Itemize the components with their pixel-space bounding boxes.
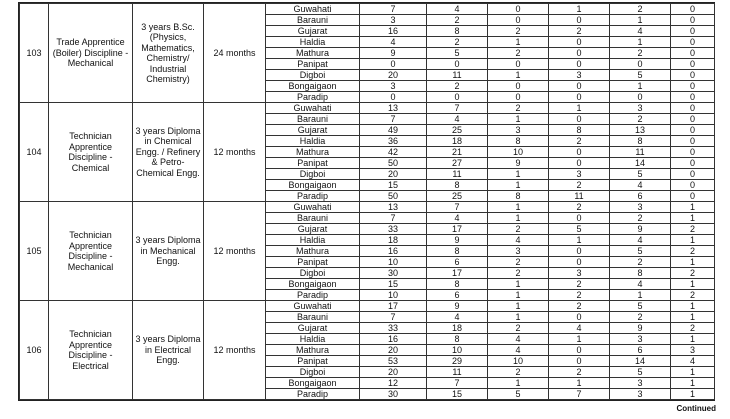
post-name-cell: Technician Apprentice Discipline - Electrical: [49, 301, 133, 400]
count-cell: 9: [360, 48, 427, 59]
duration-cell: 24 months: [204, 4, 266, 103]
count-cell: 1: [671, 235, 715, 246]
count-cell: 1: [549, 378, 610, 389]
count-cell: 9: [610, 323, 671, 334]
count-cell: 4: [427, 4, 488, 15]
count-cell: 0: [549, 37, 610, 48]
count-cell: 3: [671, 345, 715, 356]
count-cell: 2: [671, 224, 715, 235]
count-cell: 10: [488, 147, 549, 158]
count-cell: 50: [360, 158, 427, 169]
count-cell: 15: [360, 180, 427, 191]
count-cell: 5: [488, 389, 549, 400]
count-cell: 0: [549, 158, 610, 169]
count-cell: 5: [610, 367, 671, 378]
location-cell: Gujarat: [266, 323, 360, 334]
location-cell: Mathura: [266, 48, 360, 59]
count-cell: 2: [549, 367, 610, 378]
count-cell: 6: [610, 345, 671, 356]
count-cell: 4: [427, 114, 488, 125]
count-cell: 1: [549, 4, 610, 15]
count-cell: 49: [360, 125, 427, 136]
count-cell: 0: [427, 92, 488, 103]
count-cell: 9: [427, 235, 488, 246]
count-cell: 1: [610, 37, 671, 48]
count-cell: 1: [488, 312, 549, 323]
count-cell: 7: [549, 389, 610, 400]
count-cell: 0: [488, 59, 549, 70]
count-cell: 3: [610, 378, 671, 389]
location-cell: Digboi: [266, 70, 360, 81]
count-cell: 1: [488, 301, 549, 312]
count-cell: 2: [671, 246, 715, 257]
count-cell: 18: [427, 323, 488, 334]
count-cell: 4: [549, 323, 610, 334]
location-cell: Digboi: [266, 367, 360, 378]
count-cell: 36: [360, 136, 427, 147]
count-cell: 0: [671, 48, 715, 59]
count-cell: 11: [427, 169, 488, 180]
count-cell: 3: [488, 246, 549, 257]
count-cell: 18: [360, 235, 427, 246]
count-cell: 0: [488, 81, 549, 92]
count-cell: 16: [360, 26, 427, 37]
count-cell: 2: [610, 114, 671, 125]
count-cell: 2: [488, 224, 549, 235]
location-cell: Digboi: [266, 169, 360, 180]
post-name-cell: Technician Apprentice Discipline - Mechanical: [49, 202, 133, 301]
location-cell: Mathura: [266, 345, 360, 356]
count-cell: 16: [360, 246, 427, 257]
count-cell: 10: [427, 345, 488, 356]
count-cell: 7: [427, 103, 488, 114]
location-cell: Haldia: [266, 136, 360, 147]
qualification-cell: 3 years Diploma in Electrical Engg.: [133, 301, 204, 400]
location-cell: Haldia: [266, 235, 360, 246]
count-cell: 2: [427, 81, 488, 92]
location-cell: Paradip: [266, 92, 360, 103]
count-cell: 1: [488, 378, 549, 389]
count-cell: 50: [360, 191, 427, 202]
count-cell: 2: [610, 4, 671, 15]
post-name-cell: Trade Apprentice (Boiler) Discipline - Mechanical: [49, 4, 133, 103]
count-cell: 0: [549, 92, 610, 103]
location-cell: Panipat: [266, 59, 360, 70]
count-cell: 17: [427, 224, 488, 235]
location-cell: Panipat: [266, 257, 360, 268]
count-cell: 3: [549, 70, 610, 81]
count-cell: 5: [610, 301, 671, 312]
duration-cell: 12 months: [204, 103, 266, 202]
count-cell: 0: [488, 92, 549, 103]
duration-cell: 12 months: [204, 202, 266, 301]
post-code-cell: 106: [20, 301, 49, 400]
count-cell: 8: [610, 136, 671, 147]
location-cell: Guwahati: [266, 301, 360, 312]
count-cell: 3: [360, 81, 427, 92]
post-code-cell: 104: [20, 103, 49, 202]
count-cell: 6: [427, 257, 488, 268]
count-cell: 3: [610, 202, 671, 213]
location-cell: Barauni: [266, 312, 360, 323]
count-cell: 0: [549, 48, 610, 59]
count-cell: 13: [610, 125, 671, 136]
count-cell: 16: [360, 334, 427, 345]
location-cell: Mathura: [266, 246, 360, 257]
count-cell: 9: [488, 158, 549, 169]
count-cell: 7: [360, 4, 427, 15]
count-cell: 0: [671, 136, 715, 147]
vacancy-table-body: [20, 4, 715, 400]
count-cell: 2: [671, 268, 715, 279]
location-cell: Barauni: [266, 15, 360, 26]
count-cell: 0: [671, 180, 715, 191]
count-cell: 0: [671, 114, 715, 125]
count-cell: 42: [360, 147, 427, 158]
count-cell: 0: [610, 92, 671, 103]
count-cell: 1: [488, 202, 549, 213]
count-cell: 2: [610, 257, 671, 268]
count-cell: 2: [488, 367, 549, 378]
count-cell: 1: [488, 169, 549, 180]
count-cell: 2: [549, 301, 610, 312]
count-cell: 8: [488, 136, 549, 147]
count-cell: 0: [549, 114, 610, 125]
count-cell: 4: [488, 334, 549, 345]
count-cell: 0: [549, 312, 610, 323]
location-cell: Digboi: [266, 268, 360, 279]
location-cell: Gujarat: [266, 125, 360, 136]
count-cell: 9: [427, 301, 488, 312]
count-cell: 1: [671, 334, 715, 345]
count-cell: 0: [549, 147, 610, 158]
location-cell: Bongaigaon: [266, 81, 360, 92]
count-cell: 0: [671, 37, 715, 48]
count-cell: 18: [427, 136, 488, 147]
count-cell: 0: [671, 169, 715, 180]
duration-cell: 12 months: [204, 301, 266, 400]
count-cell: 0: [549, 15, 610, 26]
count-cell: 2: [549, 279, 610, 290]
count-cell: 25: [427, 191, 488, 202]
qualification-cell: 3 years Diploma in Mechanical Engg.: [133, 202, 204, 301]
count-cell: 13: [360, 103, 427, 114]
count-cell: 10: [360, 257, 427, 268]
location-cell: Haldia: [266, 37, 360, 48]
count-cell: 2: [488, 268, 549, 279]
count-cell: 14: [610, 356, 671, 367]
count-cell: 1: [671, 389, 715, 400]
count-cell: 33: [360, 224, 427, 235]
count-cell: 4: [360, 37, 427, 48]
count-cell: 1: [488, 180, 549, 191]
count-cell: 2: [610, 312, 671, 323]
count-cell: 2: [488, 323, 549, 334]
count-cell: 8: [427, 26, 488, 37]
count-cell: 8: [427, 180, 488, 191]
location-cell: Haldia: [266, 334, 360, 345]
count-cell: 2: [488, 48, 549, 59]
count-cell: 6: [427, 290, 488, 301]
count-cell: 0: [360, 92, 427, 103]
count-cell: 0: [549, 81, 610, 92]
count-cell: 2: [549, 180, 610, 191]
count-cell: 0: [671, 26, 715, 37]
count-cell: 1: [488, 37, 549, 48]
count-cell: 3: [488, 125, 549, 136]
count-cell: 1: [671, 378, 715, 389]
count-cell: 5: [427, 48, 488, 59]
count-cell: 0: [488, 4, 549, 15]
count-cell: 0: [549, 59, 610, 70]
count-cell: 4: [427, 312, 488, 323]
count-cell: 11: [610, 147, 671, 158]
count-cell: 1: [549, 235, 610, 246]
count-cell: 2: [488, 257, 549, 268]
count-cell: 1: [488, 70, 549, 81]
count-cell: 2: [488, 26, 549, 37]
count-cell: 2: [488, 103, 549, 114]
count-cell: 1: [671, 279, 715, 290]
count-cell: 0: [671, 125, 715, 136]
count-cell: 0: [427, 59, 488, 70]
count-cell: 15: [360, 279, 427, 290]
continued-label: Continued: [676, 404, 716, 413]
location-cell: Paradip: [266, 389, 360, 400]
count-cell: 0: [671, 92, 715, 103]
count-cell: 17: [427, 268, 488, 279]
count-cell: 1: [671, 301, 715, 312]
count-cell: 4: [671, 356, 715, 367]
count-cell: 4: [427, 213, 488, 224]
count-cell: 11: [427, 367, 488, 378]
count-cell: 1: [488, 213, 549, 224]
count-cell: 15: [427, 389, 488, 400]
count-cell: 3: [610, 334, 671, 345]
count-cell: 4: [610, 235, 671, 246]
location-cell: Guwahati: [266, 4, 360, 15]
count-cell: 0: [549, 345, 610, 356]
count-cell: 4: [488, 345, 549, 356]
table-row: [20, 4, 715, 15]
count-cell: 7: [360, 312, 427, 323]
count-cell: 0: [671, 15, 715, 26]
count-cell: 0: [549, 356, 610, 367]
count-cell: 6: [610, 191, 671, 202]
count-cell: 2: [610, 48, 671, 59]
count-cell: 14: [610, 158, 671, 169]
count-cell: 10: [360, 290, 427, 301]
count-cell: 7: [427, 202, 488, 213]
vacancy-table-sheet: [18, 2, 715, 401]
count-cell: 53: [360, 356, 427, 367]
count-cell: 7: [360, 114, 427, 125]
count-cell: 1: [488, 114, 549, 125]
count-cell: 0: [671, 81, 715, 92]
count-cell: 8: [610, 268, 671, 279]
count-cell: 0: [671, 158, 715, 169]
count-cell: 5: [610, 169, 671, 180]
count-cell: 33: [360, 323, 427, 334]
count-cell: 5: [549, 224, 610, 235]
count-cell: 2: [549, 26, 610, 37]
post-name-cell: Technician Apprentice Discipline - Chemical: [49, 103, 133, 202]
count-cell: 4: [610, 26, 671, 37]
table-row: [20, 301, 715, 312]
count-cell: 8: [549, 125, 610, 136]
count-cell: 4: [610, 180, 671, 191]
count-cell: 11: [427, 70, 488, 81]
count-cell: 2: [549, 290, 610, 301]
count-cell: 11: [549, 191, 610, 202]
location-cell: Bongaigaon: [266, 378, 360, 389]
count-cell: 25: [427, 125, 488, 136]
count-cell: 8: [427, 246, 488, 257]
location-cell: Paradip: [266, 290, 360, 301]
location-cell: Gujarat: [266, 224, 360, 235]
post-code-cell: 105: [20, 202, 49, 301]
count-cell: 2: [427, 15, 488, 26]
table-row: [20, 202, 715, 213]
count-cell: 20: [360, 367, 427, 378]
count-cell: 0: [549, 257, 610, 268]
location-cell: Guwahati: [266, 202, 360, 213]
location-cell: Guwahati: [266, 103, 360, 114]
count-cell: 7: [427, 378, 488, 389]
count-cell: 3: [360, 15, 427, 26]
count-cell: 4: [488, 235, 549, 246]
count-cell: 3: [549, 268, 610, 279]
count-cell: 21: [427, 147, 488, 158]
count-cell: 0: [671, 147, 715, 158]
table-row: [20, 103, 715, 114]
count-cell: 8: [488, 191, 549, 202]
count-cell: 1: [610, 81, 671, 92]
count-cell: 0: [549, 246, 610, 257]
count-cell: 3: [610, 103, 671, 114]
location-cell: Paradip: [266, 191, 360, 202]
count-cell: 1: [610, 15, 671, 26]
count-cell: 1: [671, 312, 715, 323]
count-cell: 2: [427, 37, 488, 48]
count-cell: 1: [610, 290, 671, 301]
location-cell: Bongaigaon: [266, 180, 360, 191]
count-cell: 1: [671, 213, 715, 224]
count-cell: 1: [671, 257, 715, 268]
count-cell: 10: [488, 356, 549, 367]
count-cell: 3: [610, 389, 671, 400]
count-cell: 2: [671, 290, 715, 301]
location-cell: Bongaigaon: [266, 279, 360, 290]
count-cell: 13: [360, 202, 427, 213]
count-cell: 0: [671, 103, 715, 114]
count-cell: 1: [671, 202, 715, 213]
count-cell: 20: [360, 345, 427, 356]
count-cell: 7: [360, 213, 427, 224]
count-cell: 29: [427, 356, 488, 367]
post-code-cell: 103: [20, 4, 49, 103]
count-cell: 2: [549, 136, 610, 147]
count-cell: 27: [427, 158, 488, 169]
location-cell: Barauni: [266, 213, 360, 224]
count-cell: 1: [488, 279, 549, 290]
count-cell: 0: [610, 59, 671, 70]
count-cell: 30: [360, 389, 427, 400]
qualification-cell: 3 years Diploma in Chemical Engg. / Refinery & Petro-Chemical Engg.: [133, 103, 204, 202]
count-cell: 0: [360, 59, 427, 70]
count-cell: 0: [671, 4, 715, 15]
location-cell: Barauni: [266, 114, 360, 125]
count-cell: 12: [360, 378, 427, 389]
location-cell: Panipat: [266, 158, 360, 169]
count-cell: 5: [610, 70, 671, 81]
count-cell: 8: [427, 334, 488, 345]
count-cell: 20: [360, 70, 427, 81]
count-cell: 1: [549, 334, 610, 345]
count-cell: 2: [549, 202, 610, 213]
count-cell: 0: [671, 70, 715, 81]
count-cell: 2: [671, 323, 715, 334]
count-cell: 1: [549, 103, 610, 114]
location-cell: Gujarat: [266, 26, 360, 37]
location-cell: Mathura: [266, 147, 360, 158]
count-cell: 4: [610, 279, 671, 290]
count-cell: 30: [360, 268, 427, 279]
count-cell: 9: [610, 224, 671, 235]
count-cell: 8: [427, 279, 488, 290]
count-cell: 17: [360, 301, 427, 312]
qualification-cell: 3 years B.Sc. (Physics, Mathematics, Chemistry/ Industrial Chemistry): [133, 4, 204, 103]
location-cell: Panipat: [266, 356, 360, 367]
count-cell: 0: [671, 59, 715, 70]
count-cell: 0: [671, 191, 715, 202]
count-cell: 1: [488, 290, 549, 301]
count-cell: 0: [549, 213, 610, 224]
count-cell: 0: [488, 15, 549, 26]
count-cell: 1: [671, 367, 715, 378]
count-cell: 2: [610, 213, 671, 224]
count-cell: 20: [360, 169, 427, 180]
vacancy-table: [19, 3, 715, 400]
count-cell: 3: [549, 169, 610, 180]
count-cell: 5: [610, 246, 671, 257]
